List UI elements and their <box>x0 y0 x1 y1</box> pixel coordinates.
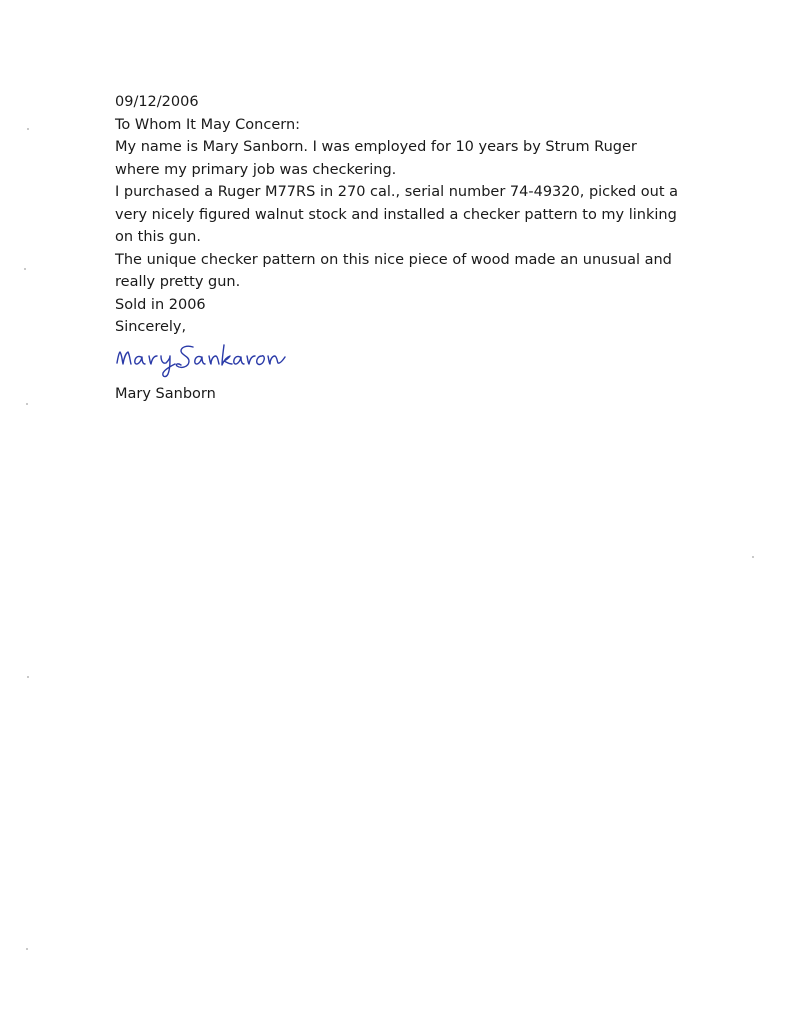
scan-speck <box>27 128 29 130</box>
letter-body <box>115 91 685 405</box>
salutation: To Whom It May Concern: <box>115 116 301 133</box>
closing: Sincerely, <box>115 319 187 335</box>
scan-speck <box>752 556 754 558</box>
printed-name: Mary Sanborn <box>115 385 216 402</box>
letter-date: 09/12/2006 <box>115 94 199 110</box>
paragraph-employment: My name is Mary Sanborn. I was employed for 10 years by Strum Ruger where my primary job was checkering. <box>115 139 637 178</box>
scan-speck <box>24 268 26 270</box>
paragraph-purchase: I purchased a Ruger M77RS in 270 cal., serial number 74-49320, picked out a very nicely figured walnut stock and installed a checker pattern to my linking on this gun. <box>115 184 679 245</box>
paragraph-pattern: The unique checker pattern on this nice piece of wood made an unusual and really pretty gun. <box>115 251 672 290</box>
scan-speck <box>27 676 29 678</box>
handwritten-signature <box>113 339 303 379</box>
scan-speck <box>26 948 28 950</box>
scan-speck <box>26 403 28 405</box>
paragraph-sold: Sold in 2006 <box>115 296 206 313</box>
